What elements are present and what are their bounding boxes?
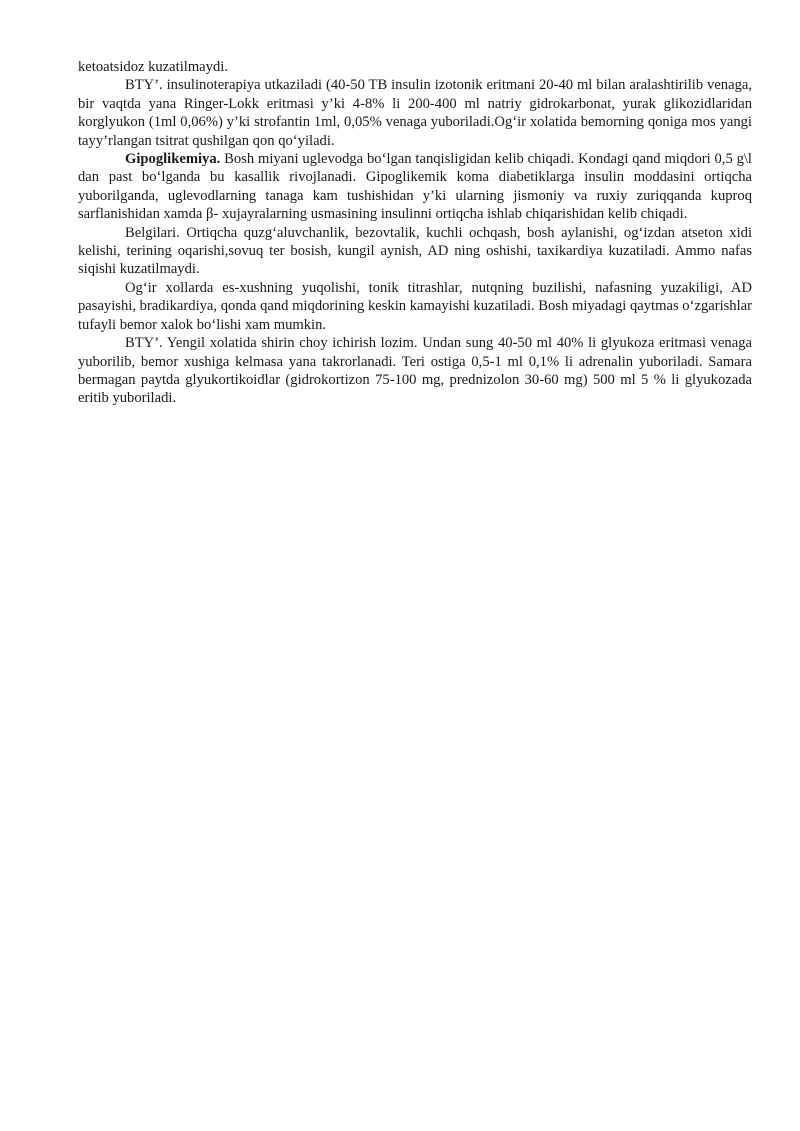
paragraph-text: ketoatsidoz kuzatilmaydi. bbox=[78, 59, 228, 75]
section-heading-hypoglycemia: Gipoglikemiya. bbox=[125, 151, 221, 168]
paragraph-continuation bbox=[78, 58, 752, 76]
paragraph-text: BTY’. Yengil xolatida shirin choy ichirish lozim. Undan sung 40-50 ml 40% li glyukoza eritmasi venaga yuborilib, bemor xushiga kelmasa yana takrorlanadi. Teri ostiga 0,5-1 ml 0,1% li adrenalin yuboriladi. Samara bermagan paytda glyukortikoidlar (gidrokortizon 75-100 mg, prednizolon 30-60 mg) 500 ml 5 % li glyukozada eritib yuboriladi. bbox=[78, 335, 752, 407]
document-page bbox=[78, 58, 752, 408]
paragraph-treatment-hypoglycemia bbox=[78, 334, 752, 408]
paragraph-text: BTY’. insulinoterapiya utkaziladi (40-50 TB insulin izotonik eritmani 20-40 ml bilan aralashtirilib venaga, bir vaqtda yana Ringer-Lokk eritmasi y’ki 4-8% li 200-400 ml natriy gidrokarbonat, yurak glikozidlaridan korglyukon (1ml 0,06%) y’ki strofantin 1ml, 0,05% venaga yuboriladi.Og‘ir xolatida bemorning qoniga mos yangi tayy’rlangan tsitrat qushilgan qon qo‘yiladi. bbox=[78, 77, 752, 149]
paragraph-symptoms bbox=[78, 224, 752, 279]
paragraph-text: Og‘ir xollarda es-xushning yuqolishi, tonik titrashlar, nutqning buzilishi, nafasning yuzakiligi, AD pasayishi, bradikardiya, qonda qand miqdorining keskin kamayishi kuzatiladi. Bosh miyadagi qaytmas o‘zgarishlar tufayli bemor xalok bo‘lishi xam mumkin. bbox=[78, 279, 752, 333]
paragraph-text: Bosh miyani uglevodga bo‘lgan tanqisligidan kelib chiqadi. Kondagi qand miqdori 0,5 g\l dan past bo‘lganda bu kasallik rivojlanadi. Gipoglikemik koma diabetiklarga insulin moddasini ortiqcha yuborilganda, uglevodlarning tanaga kam tushishidan y’ki ularning jismoniy va ruxiy zuriqqanda kuproq sarflanishidan xamda β- xujayralarning usmasining insulinni ortiqcha ishlab chiqarishidan kelib chiqadi. bbox=[78, 151, 752, 223]
paragraph-text: Belgilari. Ortiqcha quzg‘aluvchanlik, bezovtalik, kuchli ochqash, bosh aylanishi, og‘izdan atseton xidi kelishi, terining oqarishi,sovuq ter bosish, kungil aynish, AD ning oshishi, taxikardiya kuzatiladi. Ammo nafas siqishi kuzatilmaydi. bbox=[78, 224, 752, 278]
paragraph-hypoglycemia-intro bbox=[78, 150, 752, 224]
paragraph-treatment-ketoacidosis bbox=[78, 76, 752, 150]
paragraph-severe-cases bbox=[78, 279, 752, 334]
